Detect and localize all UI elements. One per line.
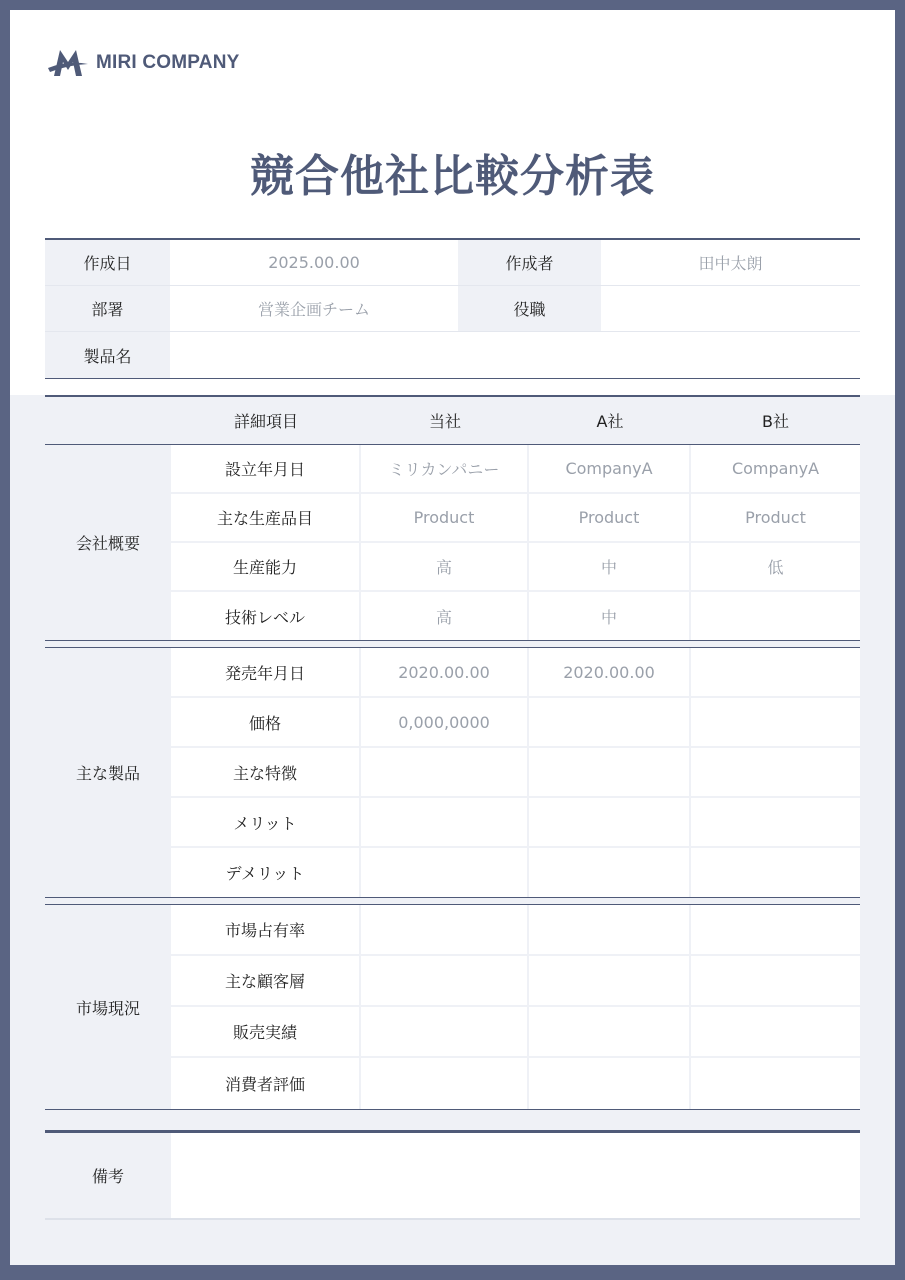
table-row [171,1007,860,1058]
cell-company-a[interactable] [529,1007,691,1058]
dept-label: 部署 [45,286,170,331]
product-value[interactable] [170,332,860,378]
cell-company-a[interactable]: CompanyA [529,445,691,494]
cell-company-a[interactable]: 中 [529,592,691,640]
row-item-label: 主な特徴 [171,748,361,798]
cell-company-a[interactable] [529,1058,691,1109]
row-item-label: 技術レベル [171,592,361,640]
position-label: 役職 [458,286,601,331]
table-row [171,848,860,897]
table-row [171,798,860,848]
section-label: 市場現況 [75,998,140,1018]
cell-ours[interactable]: 2020.00.00 [361,648,529,698]
cell-company-a[interactable] [529,798,691,848]
section-label: 主な製品 [75,764,140,783]
cell-company-b[interactable]: CompanyA [691,445,860,494]
row-item-label: 主な顧客層 [171,956,361,1007]
cell-company-b[interactable] [691,648,860,698]
cell-ours[interactable] [361,1007,529,1058]
row-item-label: デメリット [171,848,361,897]
cell-company-b[interactable] [691,956,860,1007]
row-item-label: 生産能力 [171,543,361,592]
cell-company-a[interactable] [529,848,691,897]
cell-ours[interactable] [361,798,529,848]
header-company-a: A社 [596,412,624,431]
cell-company-a[interactable]: 中 [529,543,691,592]
table-row [171,1058,860,1109]
header-item: 詳細項目 [233,412,298,431]
cell-company-b[interactable]: 低 [691,543,860,592]
cell-ours[interactable]: 0,000,0000 [361,698,529,748]
comparison-section [45,445,860,641]
notes-section [45,1130,860,1220]
cell-ours[interactable] [361,956,529,1007]
company-name: MIRI COMPANY [96,52,240,73]
cell-ours[interactable]: ミリカンパニー [361,445,529,494]
cell-company-b[interactable] [691,905,860,956]
row-item-label: 価格 [171,698,361,748]
cell-company-a[interactable] [529,956,691,1007]
date-value[interactable]: 2025.00.00 [170,240,458,285]
row-item-label: 発売年月日 [171,648,361,698]
cell-company-b[interactable] [691,1058,860,1109]
section-label: 会社概要 [75,534,140,553]
company-logo [46,46,240,80]
m-logo-icon [46,46,90,80]
cell-ours[interactable] [361,848,529,897]
position-value[interactable] [601,286,860,331]
row-item-label: 消費者評価 [171,1058,361,1109]
info-row [45,286,860,332]
cell-company-b[interactable] [691,848,860,897]
product-label: 製品名 [45,332,170,378]
cell-company-b[interactable]: Product [691,494,860,543]
cell-company-a[interactable]: 2020.00.00 [529,648,691,698]
row-item-label: 設立年月日 [171,445,361,494]
comparison-table [45,395,860,1110]
table-row [171,592,860,640]
comparison-section [45,904,860,1110]
cell-ours[interactable] [361,748,529,798]
table-row [171,905,860,956]
row-item-label: 市場占有率 [171,905,361,956]
cell-ours[interactable]: 高 [361,543,529,592]
cell-ours[interactable]: Product [361,494,529,543]
notes-label: 備考 [91,1167,124,1186]
comparison-header [45,395,860,445]
table-row [171,445,860,494]
section-body [171,648,860,897]
header-blank [45,397,171,444]
table-row [171,748,860,798]
info-row [45,240,860,286]
table-row [171,494,860,543]
notes-field[interactable] [171,1133,860,1218]
date-label: 作成日 [45,240,170,285]
dept-value[interactable]: 営業企画チーム [170,286,458,331]
author-value[interactable]: 田中太朗 [601,240,860,285]
document-page [10,10,895,1265]
row-item-label: メリット [171,798,361,848]
cell-ours[interactable] [361,1058,529,1109]
cell-ours[interactable] [361,905,529,956]
info-row [45,332,860,378]
section-body [171,905,860,1109]
cell-ours[interactable]: 高 [361,592,529,640]
table-row [171,698,860,748]
section-body [171,445,860,640]
cell-company-b[interactable] [691,1007,860,1058]
cell-company-a[interactable]: Product [529,494,691,543]
cell-company-b[interactable] [691,592,860,640]
cell-company-b[interactable] [691,798,860,848]
table-row [171,648,860,698]
cell-company-a[interactable] [529,748,691,798]
cell-company-a[interactable] [529,698,691,748]
table-row [171,956,860,1007]
document-title: 競合他社比較分析表 [250,151,655,202]
cell-company-b[interactable] [691,748,860,798]
info-table [45,238,860,379]
table-row [171,543,860,592]
author-label: 作成者 [458,240,601,285]
row-item-label: 販売実績 [171,1007,361,1058]
row-item-label: 主な生産品目 [171,494,361,543]
header-ours: 当社 [428,412,461,431]
comparison-sections [45,445,860,1110]
cell-company-b[interactable] [691,698,860,748]
comparison-section [45,647,860,898]
header-company-b: B社 [762,412,789,431]
cell-company-a[interactable] [529,905,691,956]
